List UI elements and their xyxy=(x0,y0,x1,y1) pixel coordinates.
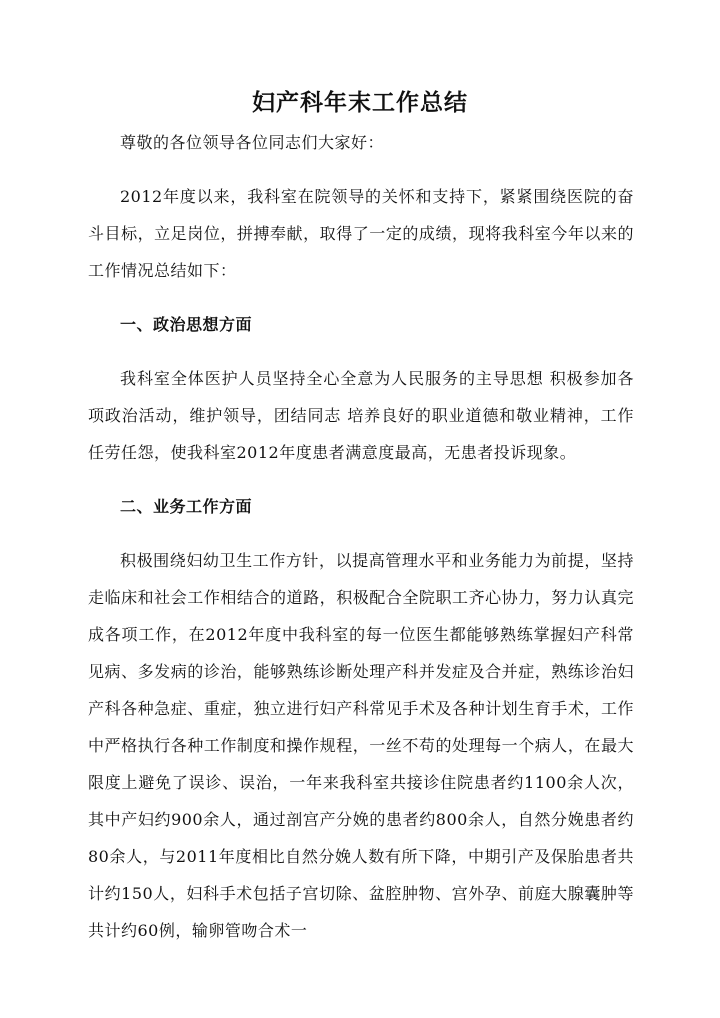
document-title: 妇产科年末工作总结 xyxy=(252,89,468,116)
section-heading-politics: 一、政治思想方面 xyxy=(120,315,253,334)
section-heading-business: 二、业务工作方面 xyxy=(120,497,253,516)
section-paragraph-politics: 我科室全体医护人员坚持全心全意为人民服务的主导思想 积极参加各项政治活动，维护领导，团结同志 培养良好的职业道德和敬业精神，工作任劳任怨，使我科室2012年度患者满意度最高，无患者投诉现象。 xyxy=(88,369,634,462)
section-paragraph-business: 积极围绕妇幼卫生工作方针，以提高管理水平和业务能力为前提，坚持走临床和社会工作相结合的道路，积极配合全院职工齐心协力，努力认真完成各项工作，在2012年度中我科室的每一位医生都能够熟练掌握妇产科常见病、多发病的诊治，能够熟练诊断处理产科并发症及合并症，熟练诊治妇产科各种急症、重症，独立进行妇产科常见手术及各种计划生育手术，工作中严格执行各种工作制度和操作规程，一丝不苟的处理每一个病人，在最大限度上避免了误诊、误治，一年来我科室共接诊住院患者约1100余人次，其中产妇约900余人，通过剖宫产分娩的患者约800余人，自然分娩患者约80余人，与2011年度相比自然分娩人数有所下降，中期引产及保胎患者共计约150人，妇科手术包括子宫切除、盆腔肿物、宫外孕、前庭大腺囊肿等共计约60例，输卵管吻合术一 xyxy=(88,551,634,940)
document-body xyxy=(88,124,634,966)
greeting: 尊敬的各位领导各位同志们大家好： xyxy=(120,133,385,152)
intro-paragraph: 2012年度以来，我科室在院领导的关怀和支持下，紧紧围绕医院的奋斗目标，立足岗位，拼搏奉献，取得了一定的成绩，现将我科室今年以来的工作情况总结如下： xyxy=(88,187,634,280)
